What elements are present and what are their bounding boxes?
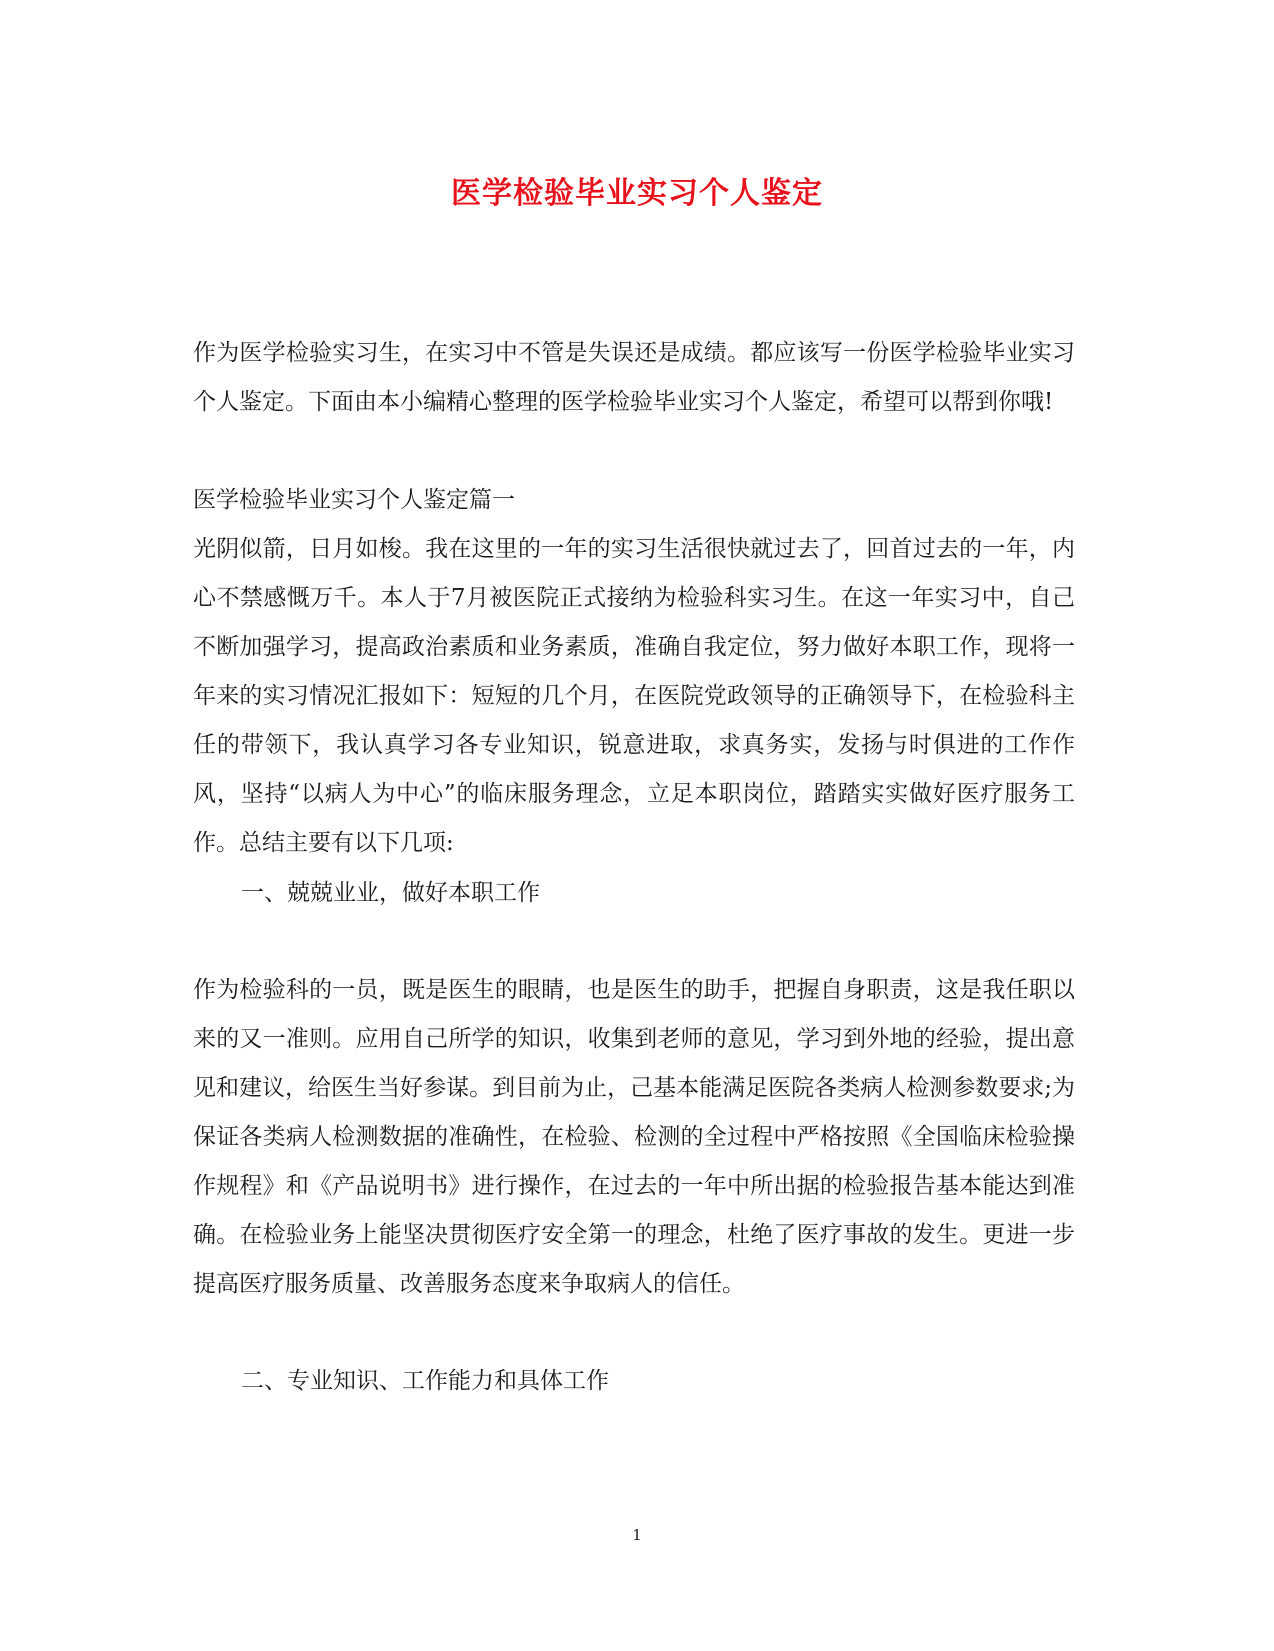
page-number: 1 xyxy=(632,1526,642,1544)
section-heading-part-one: 医学检验毕业实习个人鉴定篇一 xyxy=(193,487,515,513)
document-title: 医学检验毕业实习个人鉴定 xyxy=(451,176,823,211)
body-paragraph-summary: 光阴似箭，日月如梭。我在这里的一年的实习生活很快就过去了，回首过去的一年，内心不禁感慨万千。本人于7月被医院正式接纳为检验科实习生。在这一年实习中，自己不断加强学习，提高政治素质和业务素质，准确自我定位，努力做好本职工作，现将一年来的实习情况汇报如下：短短的几个月，在医院党政领导的正确领导下，在检验科主任的带领下，我认真学习各专业知识，锐意进取，求真务实，发扬与时俱进的工作作风，坚持“以病人为中心”的临床服务理念，立足本职岗位，踏踏实实做好医疗服务工作。总结主要有以下几项: xyxy=(193,536,1075,856)
subheading-one: 一、兢兢业业，做好本职工作 xyxy=(241,880,540,906)
subheading-two: 二、专业知识、工作能力和具体工作 xyxy=(241,1368,609,1394)
body-paragraph-duties: 作为检验科的一员，既是医生的眼睛，也是医生的助手，把握自身职责，这是我任职以来的又一准则。应用自己所学的知识，收集到老师的意见，学习到外地的经验，提出意见和建议，给医生当好参谋。到目前为止，己基本能满足医院各类病人检测参数要求;为保证各类病人检测数据的准确性，在检验、检测的全过程中严格按照《全国临床检验操作规程》和《产品说明书》进行操作，在过去的一年中所出据的检验报告基本能达到准确。在检验业务上能坚决贯彻医疗安全第一的理念，杜绝了医疗事故的发生。更进一步提高医疗服务质量、改善服务态度来争取病人的信任。 xyxy=(193,977,1075,1297)
intro-paragraph: 作为医学检验实习生，在实习中不管是失误还是成绩。都应该写一份医学检验毕业实习个人鉴定。下面由本小编精心整理的医学检验毕业实习个人鉴定，希望可以帮到你哦! xyxy=(193,340,1075,415)
